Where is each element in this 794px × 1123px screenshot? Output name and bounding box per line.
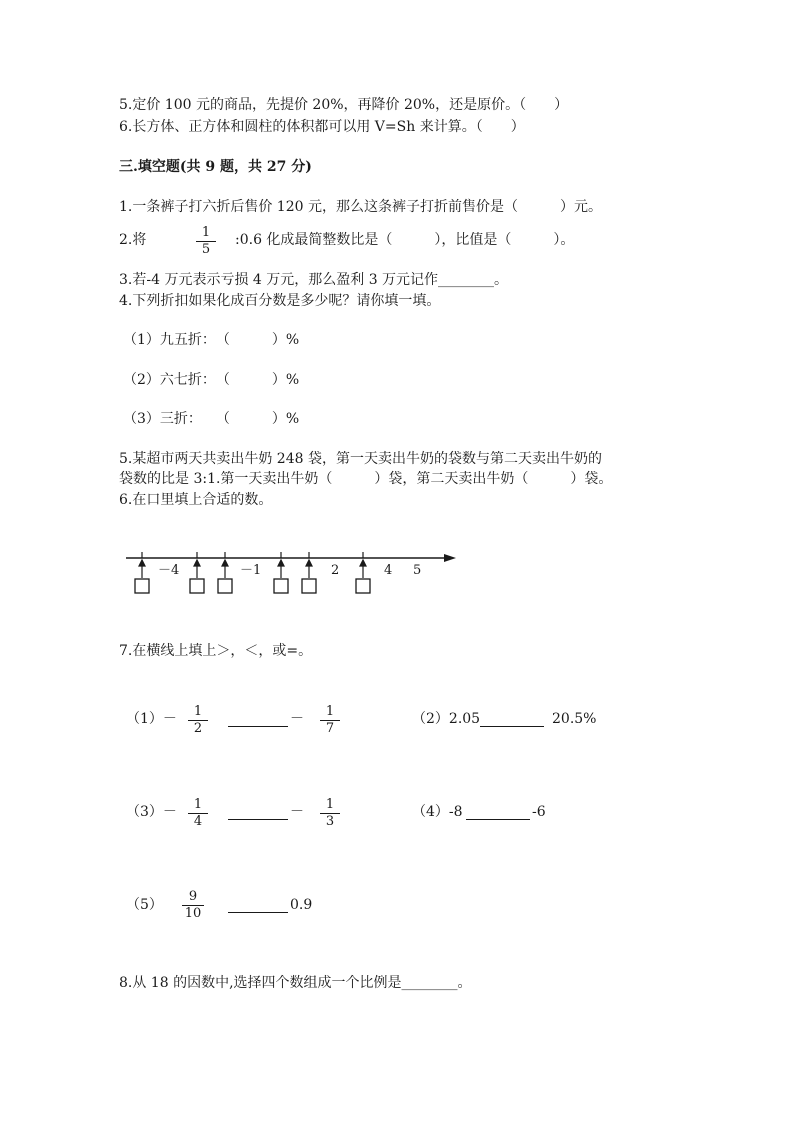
fraction-denominator: 3 <box>325 814 335 829</box>
q7-p1-mid: － <box>290 711 304 727</box>
number-line-figure <box>122 548 462 600</box>
fraction-denominator: 5 <box>201 242 211 257</box>
numline-label: －4 <box>158 563 180 578</box>
fraction-denominator: 2 <box>193 721 203 736</box>
numline-label: 5 <box>413 563 422 578</box>
fraction-denominator: 4 <box>193 814 203 829</box>
pointer-arrow-icon <box>306 560 312 578</box>
fill-q4-item-2: （2）六七折： （ ）% <box>123 372 300 388</box>
q7-p3-label: （3）－ <box>126 804 177 820</box>
fill-q7-stem: 7.在横线上填上＞，＜，或=。 <box>119 643 313 659</box>
answer-box[interactable] <box>135 579 149 593</box>
fraction-1-7 <box>320 704 340 737</box>
fill-q5-line2: 袋数的比是 3:1.第一天卖出牛奶（ ）袋，第二天卖出牛奶（ ）袋。 <box>119 471 613 487</box>
fill-q6-stem: 6.在口里填上合适的数。 <box>119 492 273 508</box>
q7-p2-label: （2）2.05 <box>412 711 481 727</box>
fraction-1-5 <box>196 225 216 258</box>
fraction-numerator: 1 <box>320 704 340 721</box>
answer-box[interactable] <box>218 579 232 593</box>
judgement-q6: 6.长方体、正方体和圆柱的体积都可以用 V=Sh 来计算。（ ） <box>119 119 525 135</box>
fraction-1-4 <box>188 797 208 830</box>
numline-label: 4 <box>384 563 393 578</box>
q7-p2-right: 20.5% <box>552 711 597 727</box>
fill-q1: 1.一条裤子打六折后售价 120 元，那么这条裤子打折前售价是（ ）元。 <box>119 199 602 215</box>
pointer-arrow-icon <box>222 560 228 578</box>
answer-blank[interactable] <box>228 805 288 820</box>
answer-blank[interactable] <box>228 898 288 913</box>
q7-p5-label: （5） <box>126 897 163 913</box>
fraction-numerator: 1 <box>188 704 208 721</box>
answer-blank[interactable] <box>466 805 530 820</box>
fraction-numerator: 9 <box>182 889 204 906</box>
judgement-q5: 5.定价 100 元的商品，先提价 20%，再降价 20%，还是原价。（ ） <box>119 97 569 113</box>
answer-box[interactable] <box>356 579 370 593</box>
q7-p1-label: （1）－ <box>126 711 177 727</box>
fraction-9-10 <box>182 889 204 922</box>
answer-boxes <box>135 579 370 593</box>
section-title: 三.填空题(共 9 题，共 27 分) <box>119 159 312 175</box>
fill-q2-prefix: 2.将 <box>119 232 147 248</box>
q7-p5-right: 0.9 <box>290 897 313 913</box>
answer-box[interactable] <box>190 579 204 593</box>
fraction-numerator: 1 <box>196 225 216 242</box>
number-line-ticks <box>142 552 363 558</box>
answer-box[interactable] <box>302 579 316 593</box>
pointer-arrow-icon <box>139 560 145 578</box>
pointer-arrow-icon <box>278 560 284 578</box>
answer-blank[interactable] <box>228 712 288 727</box>
q7-p4-right: -6 <box>532 804 546 820</box>
fraction-denominator: 10 <box>184 906 202 921</box>
fill-q8: 8.从 18 的因数中,选择四个数组成一个比例是________。 <box>119 975 472 991</box>
fill-q4-stem: 4.下列折扣如果化成百分数是多少呢？请你填一填。 <box>119 293 441 309</box>
fill-q5-line1: 5.某超市两天共卖出牛奶 248 袋，第一天卖出牛奶的袋数与第二天卖出牛奶的 <box>119 451 602 467</box>
fraction-numerator: 1 <box>188 797 208 814</box>
answer-box[interactable] <box>274 579 288 593</box>
fraction-numerator: 1 <box>320 797 340 814</box>
q7-p4-label: （4）-8 <box>412 804 463 820</box>
fraction-1-2 <box>188 704 208 737</box>
fill-q2-suffix: :0.6 化成最简整数比是（ ），比值是（ ）。 <box>235 232 575 248</box>
axis-arrowhead <box>444 554 456 562</box>
fraction-1-3 <box>320 797 340 830</box>
q7-p3-mid: － <box>290 804 304 820</box>
numline-label: －1 <box>240 563 262 578</box>
fraction-denominator: 7 <box>325 721 335 736</box>
fill-q4-item-1: （1）九五折： （ ）% <box>123 332 300 348</box>
pointer-arrow-icon <box>194 560 200 578</box>
fill-q3: 3.若-4 万元表示亏损 4 万元，那么盈利 3 万元记作________。 <box>119 272 509 288</box>
answer-blank[interactable] <box>480 712 544 727</box>
numline-label: 2 <box>331 563 340 578</box>
fill-q4-item-3: （3）三折： （ ）% <box>123 411 300 427</box>
pointer-arrow-icon <box>360 560 366 578</box>
